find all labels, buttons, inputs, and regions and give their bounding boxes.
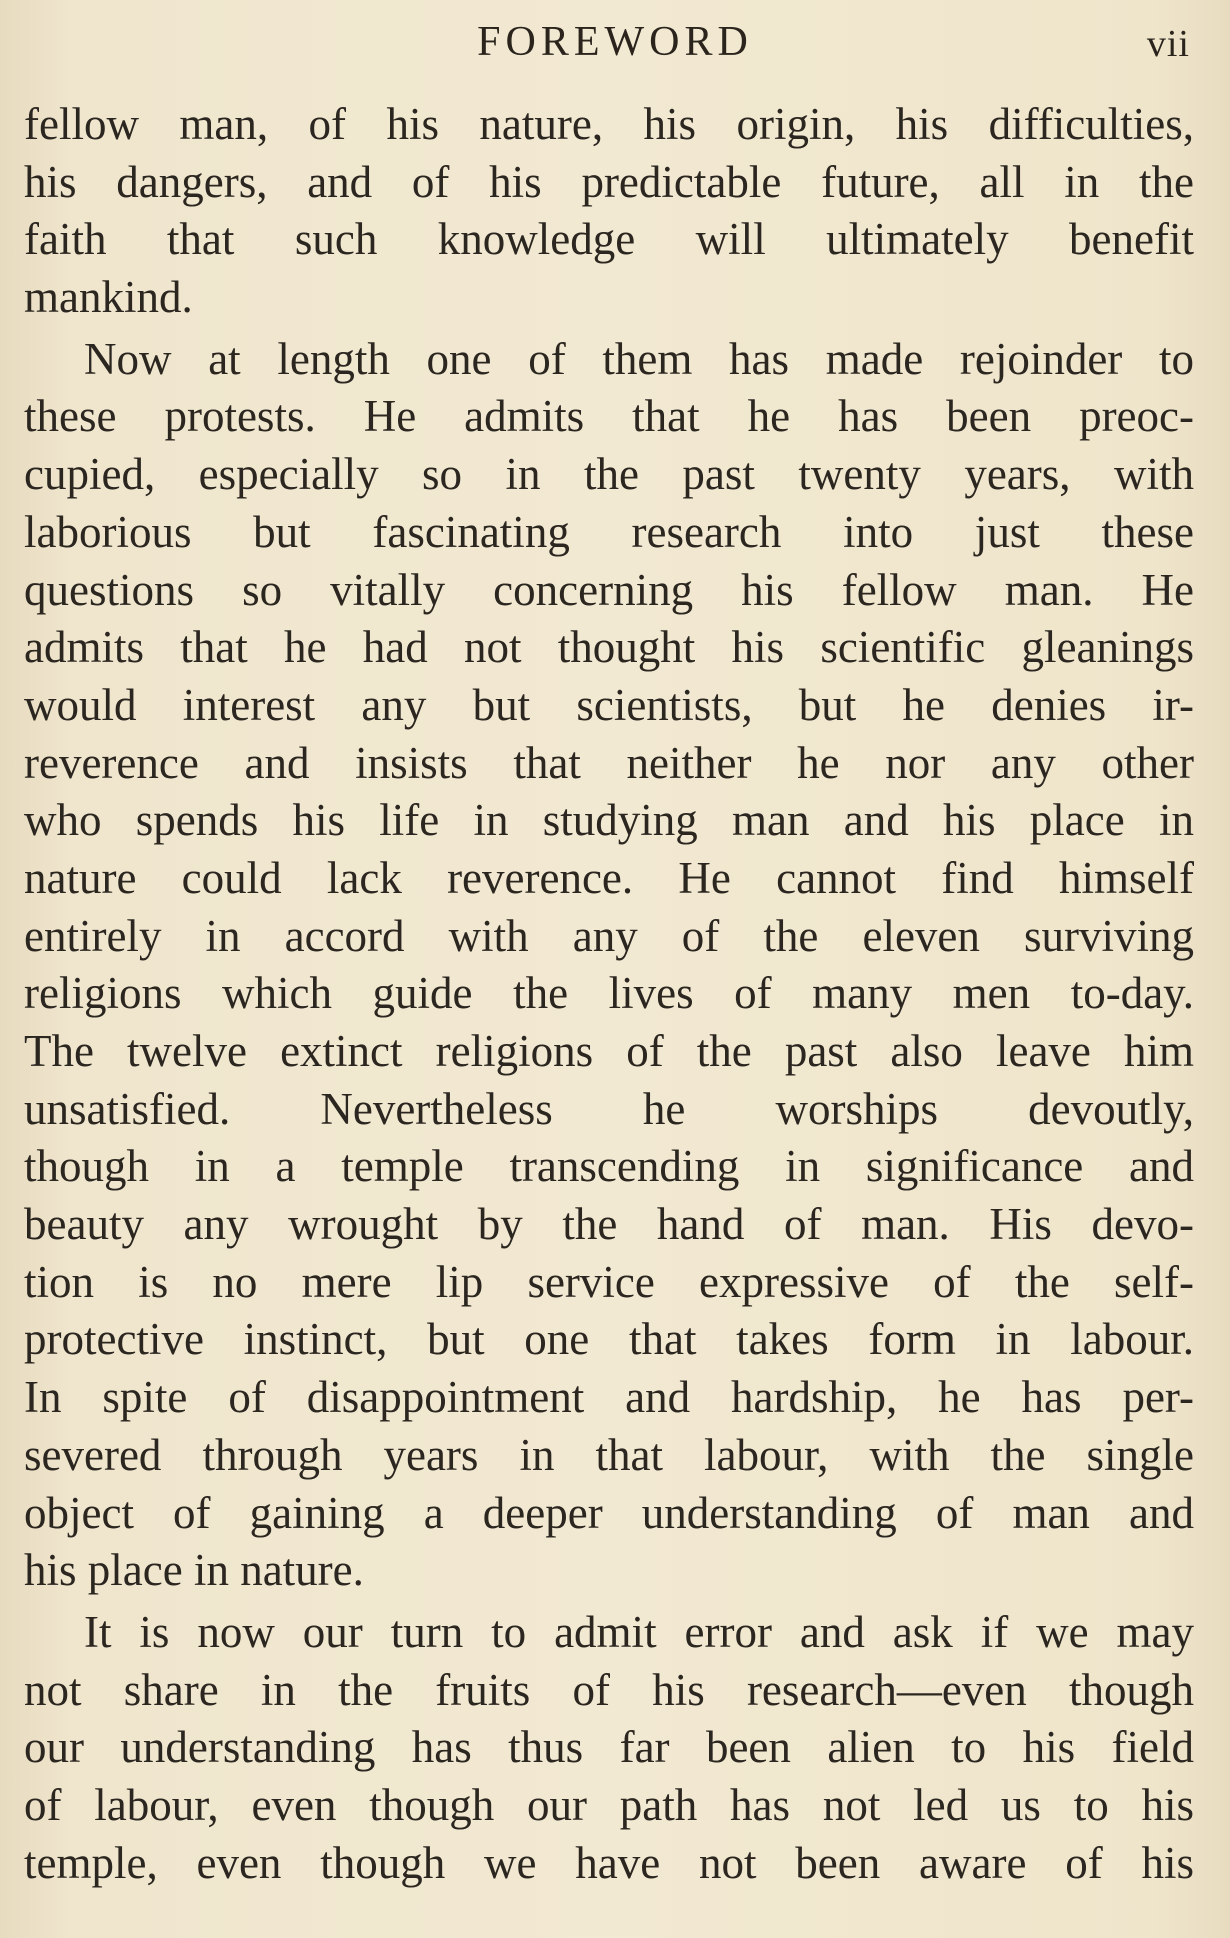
text-line: severed through years in that labour, with the single bbox=[24, 1429, 1194, 1480]
text-line: mankind. bbox=[24, 272, 193, 323]
text-line: questions so vitally concerning his fellow man. He bbox=[24, 564, 1194, 615]
text-line: unsatisfied. Nevertheless he worships devoutly, bbox=[24, 1083, 1194, 1134]
text-line: though in a temple transcending in significance and bbox=[24, 1141, 1194, 1192]
text-line: admits that he had not thought his scientific gleanings bbox=[24, 622, 1194, 673]
text-line: not share in the fruits of his research—even though bbox=[24, 1664, 1194, 1715]
text-line: religions which guide the lives of many men to-day. bbox=[24, 968, 1194, 1019]
text-line: temple, even though we have not been aware of his bbox=[24, 1837, 1194, 1888]
text-line: his dangers, and of his predictable future, all in the bbox=[24, 156, 1194, 207]
text-line: reverence and insists that neither he nor any other bbox=[24, 737, 1194, 788]
text-line: nature could lack reverence. He cannot find himself bbox=[24, 852, 1194, 903]
text-line: these protests. He admits that he has been preoc- bbox=[24, 391, 1194, 442]
text-line: Now at length one of them has made rejoinder to bbox=[84, 333, 1194, 384]
body-text bbox=[24, 96, 1194, 1892]
text-line: tion is no mere lip service expressive of the self- bbox=[24, 1256, 1194, 1307]
running-title: FOREWORD bbox=[477, 19, 753, 65]
text-line: beauty any wrought by the hand of man. His devo- bbox=[24, 1199, 1194, 1250]
text-line: It is now our turn to admit error and ask if we may bbox=[84, 1606, 1194, 1657]
paragraph-1 bbox=[24, 96, 1194, 327]
page-number: vii bbox=[1146, 23, 1190, 65]
text-line: In spite of disappointment and hardship, he has per- bbox=[24, 1372, 1194, 1423]
text-line: The twelve extinct religions of the past also leave him bbox=[24, 1026, 1194, 1076]
text-line: fellow man, of his nature, his origin, his difficulties, bbox=[24, 99, 1194, 149]
text-line: entirely in accord with any of the eleven surviving bbox=[24, 910, 1194, 961]
text-line: who spends his life in studying man and his place in bbox=[24, 795, 1194, 846]
text-line: of labour, even though our path has not led us to his bbox=[24, 1779, 1194, 1830]
paragraph-2 bbox=[24, 331, 1194, 1600]
text-line: our understanding has thus far been alien to his field bbox=[24, 1722, 1194, 1773]
text-line: his place in nature. bbox=[24, 1545, 364, 1596]
text-line: would interest any but scientists, but he denies ir- bbox=[24, 679, 1194, 730]
text-line: laborious but fascinating research into just these bbox=[24, 506, 1194, 557]
text-line: faith that such knowledge will ultimately benefit bbox=[24, 214, 1194, 265]
text-line: cupied, especially so in the past twenty years, with bbox=[24, 449, 1194, 500]
text-line: protective instinct, but one that takes form in labour. bbox=[24, 1314, 1194, 1365]
paragraph-3 bbox=[24, 1604, 1194, 1892]
text-line: object of gaining a deeper understanding of man and bbox=[24, 1487, 1194, 1538]
running-head bbox=[0, 18, 1230, 74]
